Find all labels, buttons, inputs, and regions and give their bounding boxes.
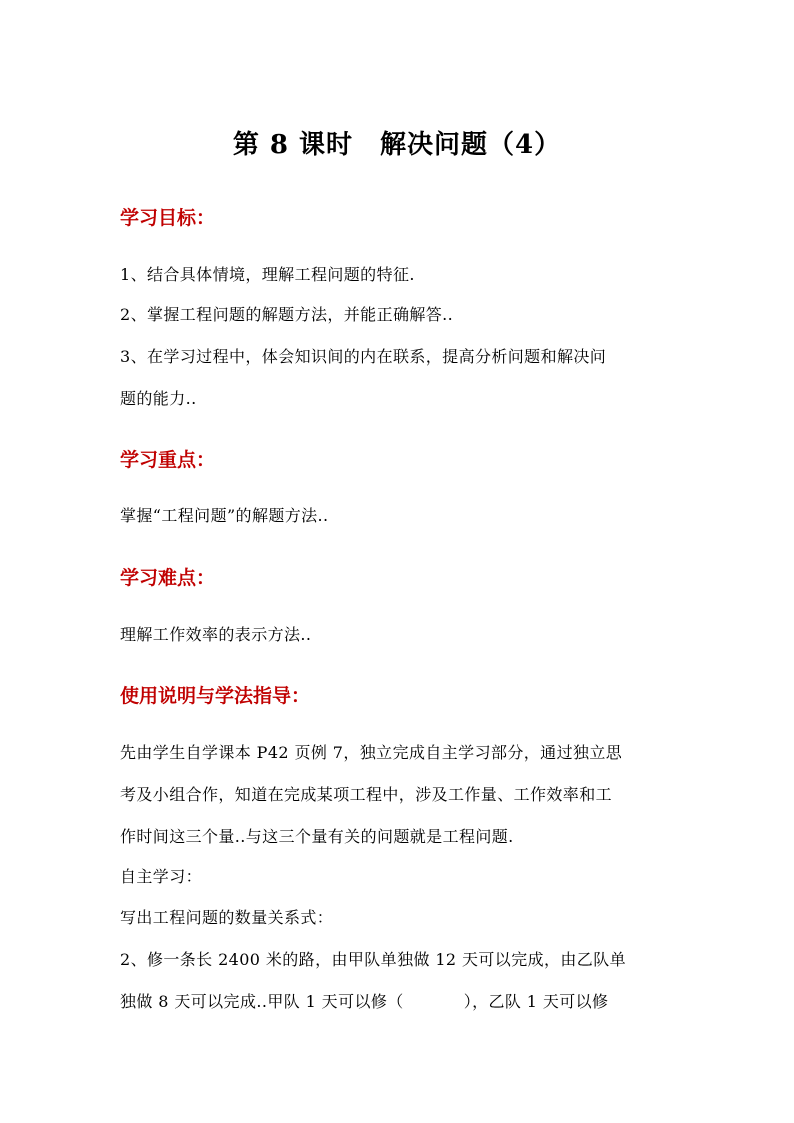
guidance-line-2: 考及小组合作，知道在完成某项工程中，涉及工作量、工作效率和工 — [120, 785, 613, 804]
page-title: 第 8 课时 解决问题（4） — [232, 130, 562, 160]
key-points-text: 掌握“工程问题”的解题方法.. — [120, 506, 329, 525]
self-study-label: 自主学习： — [120, 867, 203, 886]
objective-item-1: 1、结合具体情境，理解工程问题的特征. — [120, 265, 415, 284]
question-2-line-2 — [120, 989, 680, 1012]
objective-item-3: 3、在学习过程中，体会知识间的内在联系，提高分析问题和解决问 — [120, 347, 607, 366]
guidance-line-1: 先由学生自学课本 P42 页例 7，独立完成自主学习部分，通过独立思 — [120, 743, 623, 762]
question-2-text-after-blank: ），乙队 1 天可以修 — [463, 992, 609, 1011]
objectives-heading: 学习目标： — [120, 207, 216, 229]
guidance-line-3: 作时间这三个量..与这三个量有关的问题就是工程问题. — [120, 827, 514, 846]
question-2-line-1: 2、修一条长 2400 米的路，由甲队单独做 12 天可以完成，由乙队单 — [120, 950, 627, 969]
objective-item-2: 2、掌握工程问题的解题方法，并能正确解答.. — [120, 305, 454, 324]
objective-item-3-continued: 题的能力.. — [120, 389, 197, 408]
question-2-text-before-blank: 独做 8 天可以完成..甲队 1 天可以修（ — [120, 992, 404, 1011]
difficulties-heading: 学习难点： — [120, 567, 216, 589]
key-points-heading: 学习重点： — [120, 449, 216, 471]
difficulties-text: 理解工作效率的表示方法.. — [120, 625, 312, 644]
self-study-prompt: 写出工程问题的数量关系式： — [120, 908, 334, 927]
guidance-heading: 使用说明与学法指导： — [120, 685, 311, 707]
